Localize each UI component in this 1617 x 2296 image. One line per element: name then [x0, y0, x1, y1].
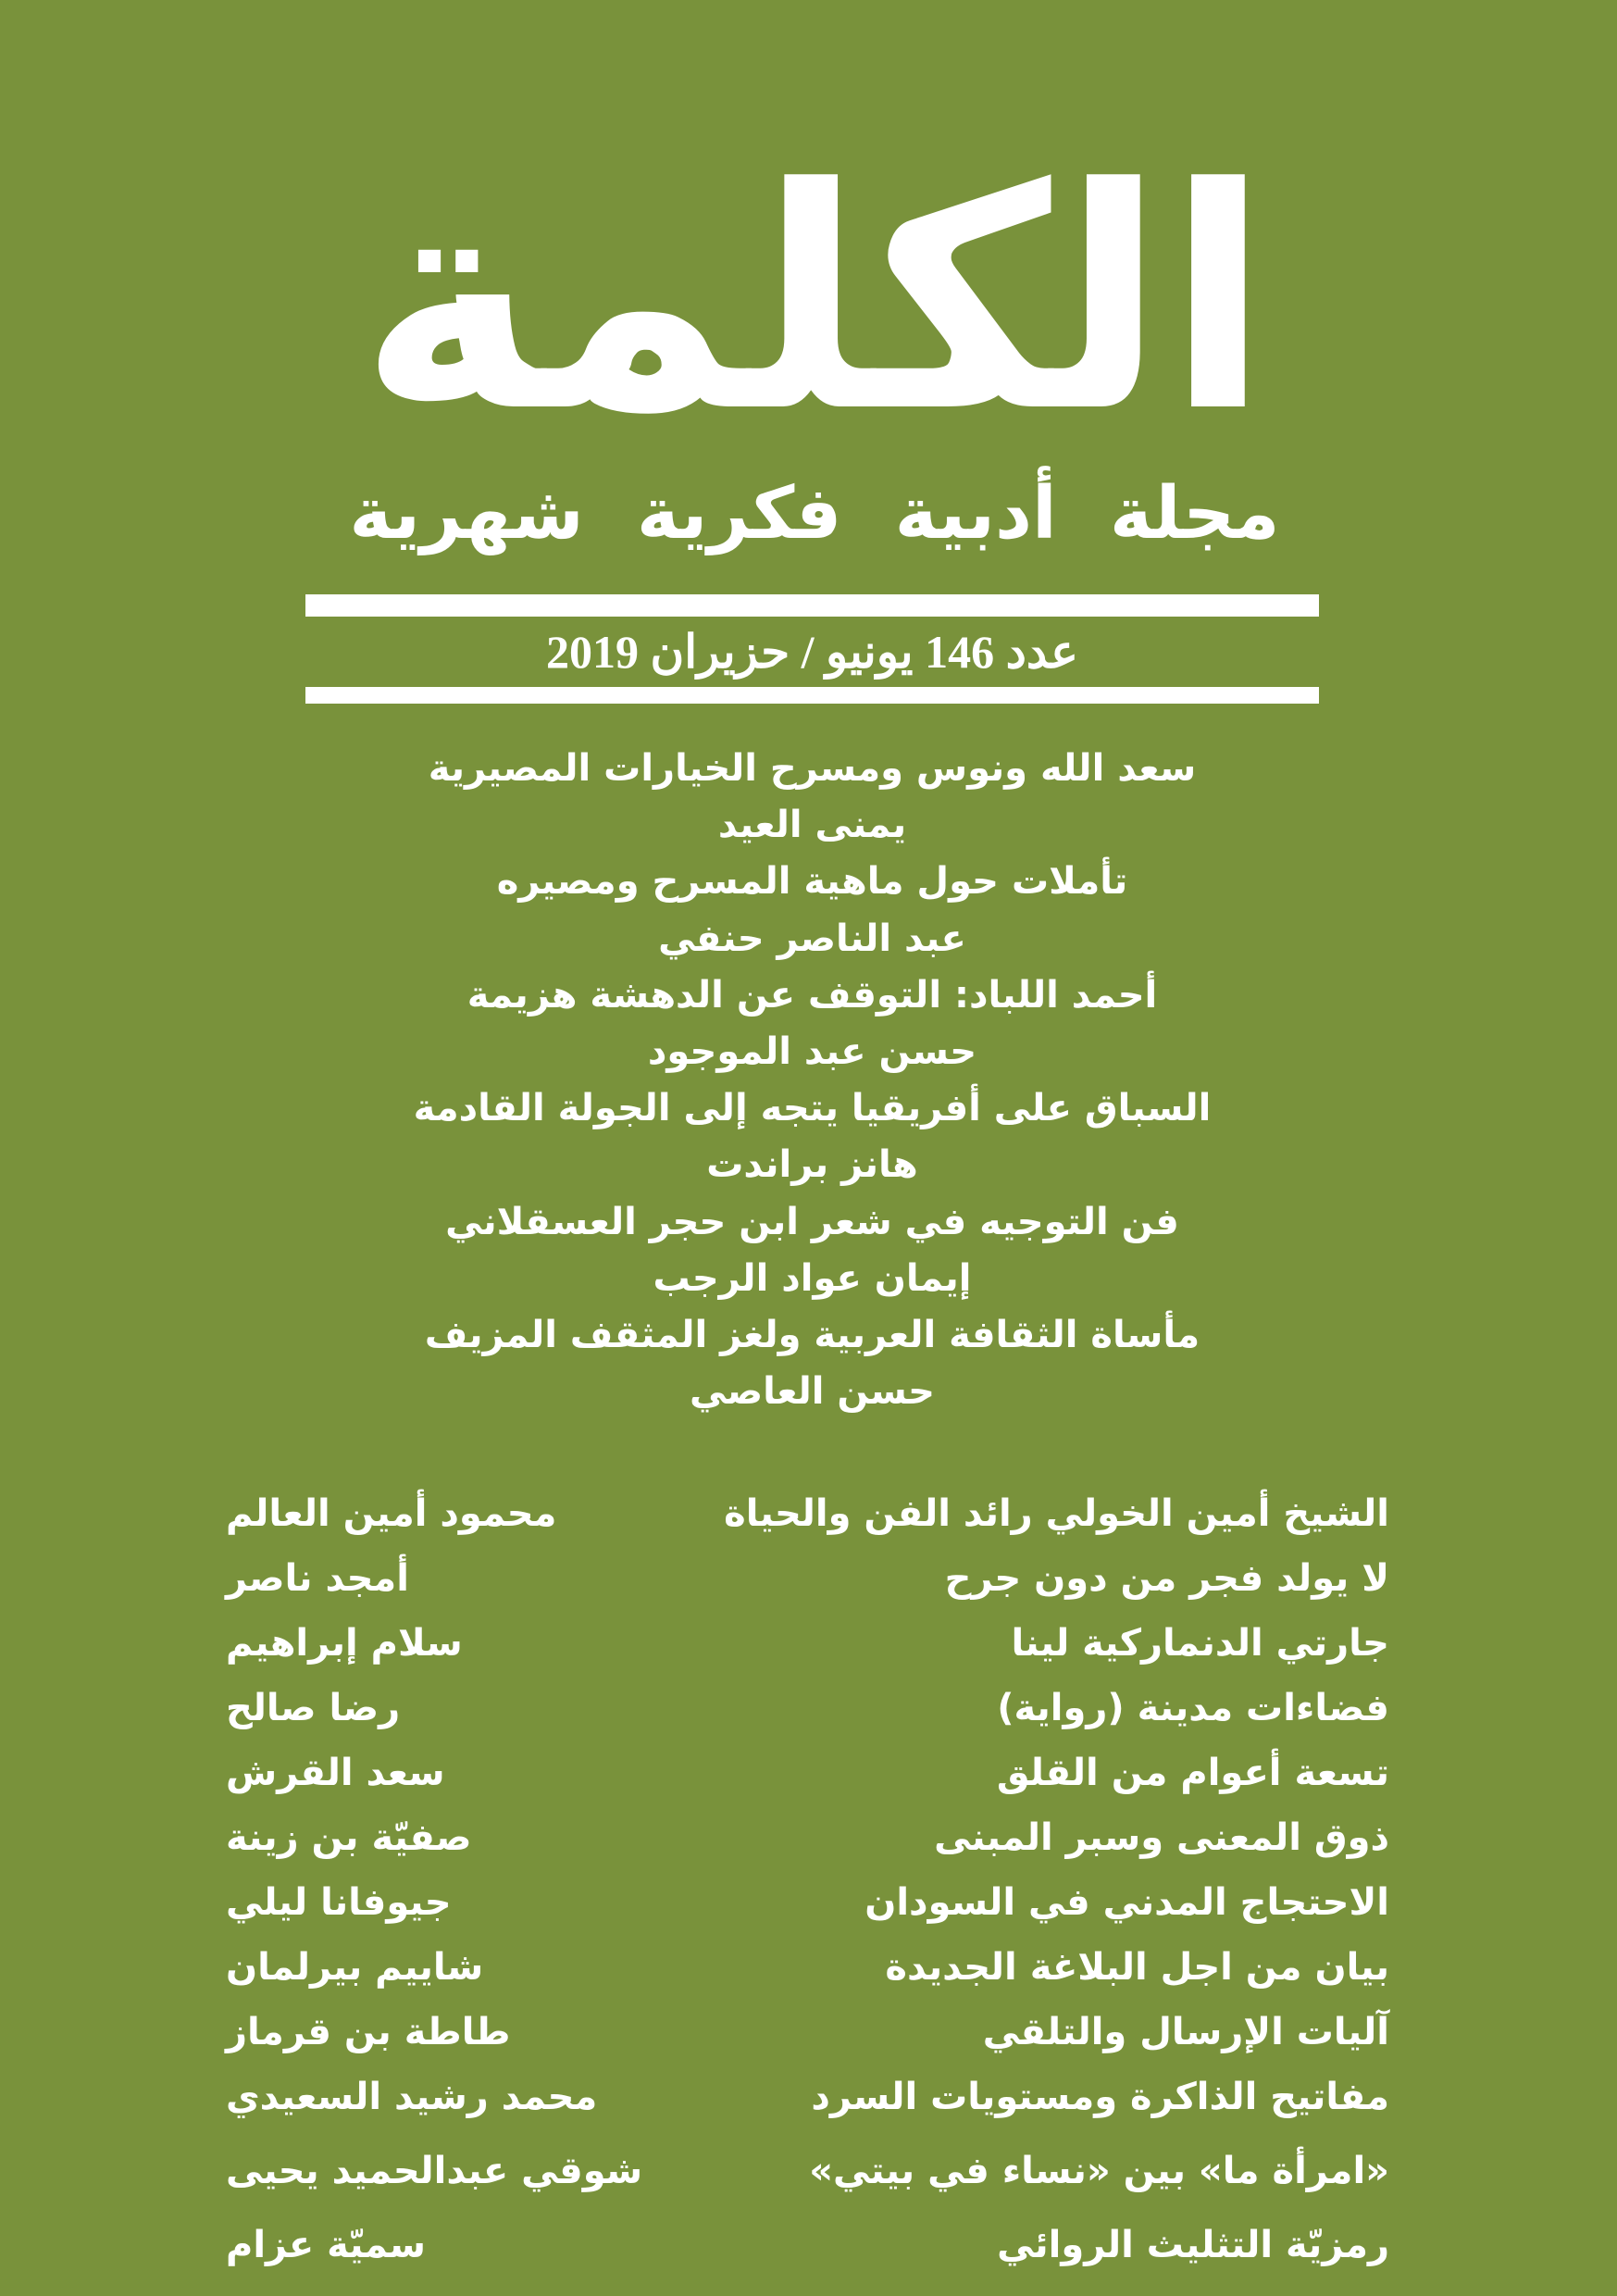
- contents-row: [0, 2000, 1617, 2065]
- article-author: أمجد ناصر: [226, 1557, 409, 1600]
- article-author: رضا صالح: [226, 1687, 401, 1729]
- bottom-divider: [305, 687, 1319, 704]
- featured-contents: [305, 741, 1319, 1481]
- featured-article-author: إيمان عواد الرجب: [653, 1256, 972, 1300]
- masthead-logo: الكلمة: [358, 123, 1271, 479]
- contents-row: [0, 1741, 1617, 1805]
- contents-row: [0, 1546, 1617, 1611]
- featured-article-title: سعد الله ونوس ومسرح الخيارات المصيرية: [428, 747, 1197, 790]
- article-author: صفيّة بن زينة: [226, 1816, 472, 1859]
- article-author: شوقي عبدالحميد يحيى: [226, 2150, 643, 2192]
- article-author: محمود أمين العالم: [226, 1492, 557, 1535]
- masthead-subtitle: مجلة أدبية فكرية شهرية: [349, 472, 1280, 555]
- article-title: الاحتجاج المدني في السودان: [864, 1881, 1389, 1924]
- article-title: تسعة أعوام من القلق: [996, 1752, 1389, 1794]
- article-title: مفاتيح الذاكرة ومستويات السرد: [811, 2076, 1389, 2118]
- article-title: آليات الإرسال والتلقي: [982, 2011, 1389, 2053]
- contents-row: [0, 1676, 1617, 1741]
- contents-row: [0, 2139, 1617, 2203]
- article-author: طاطة بن قرماز: [226, 2011, 511, 2053]
- contents-row: [0, 1611, 1617, 1676]
- article-title: لا يولد فجر من دون جرح: [944, 1557, 1389, 1600]
- featured-article-title: تأملات حول ماهية المسرح ومصيره: [496, 860, 1128, 904]
- featured-article-title: فن التوجيه في شعر ابن حجر العسقلاني: [445, 1200, 1179, 1243]
- article-title: «امرأة ما» بين «نساء في بيتي»: [809, 2150, 1389, 2192]
- contents-row: [0, 1870, 1617, 1935]
- contents-row: [0, 1935, 1617, 2000]
- featured-article-author: يمنى العيد: [717, 804, 907, 847]
- article-title: رمزيّة التثليث الروائي: [997, 2224, 1389, 2266]
- article-author: سلام إبراهيم: [226, 1622, 463, 1665]
- contents-row: [0, 2213, 1617, 2277]
- article-author: محمد رشيد السعيدي: [226, 2076, 598, 2118]
- featured-article-author: عبد الناصر حنفي: [658, 917, 966, 960]
- featured-article-title: مأساة الثقافة العربية ولغز المثقف المزيف: [424, 1313, 1200, 1356]
- article-title: فضاءات مدينة (رواية): [997, 1687, 1389, 1729]
- featured-article-title: أحمد اللباد: التوقف عن الدهشة هزيمة: [466, 973, 1158, 1017]
- contents-row: [0, 1805, 1617, 1870]
- contents-list: [0, 1481, 1617, 2277]
- article-author: شاييم بيرلمان: [226, 1946, 484, 1989]
- article-title: ذوق المعنى وسبر المبنى: [934, 1816, 1389, 1859]
- article-title: جارتي الدنماركية لينا: [1011, 1622, 1389, 1665]
- featured-article-author: حسن العاصي: [690, 1370, 935, 1414]
- contents-row: [0, 2065, 1617, 2129]
- contents-row: [0, 1481, 1617, 1546]
- featured-article-author: هانز براندت: [706, 1143, 918, 1187]
- issue-info: عدد 146 يونيو / حزيران 2019: [546, 626, 1078, 678]
- article-title: بيان من اجل البلاغة الجديدة: [885, 1946, 1389, 1989]
- article-author: جيوفانا ليلي: [226, 1881, 452, 1924]
- article-title: الشيخ أمين الخولي رائد الفن والحياة: [724, 1492, 1389, 1535]
- featured-article-title: السباق على أفريقيا يتجه إلى الجولة القادمة: [413, 1087, 1212, 1130]
- article-author: سميّة عزام: [226, 2224, 426, 2266]
- top-divider: [305, 594, 1319, 617]
- featured-article-author: حسن عبد الموجود: [647, 1029, 977, 1073]
- article-author: سعد القرش: [226, 1752, 445, 1794]
